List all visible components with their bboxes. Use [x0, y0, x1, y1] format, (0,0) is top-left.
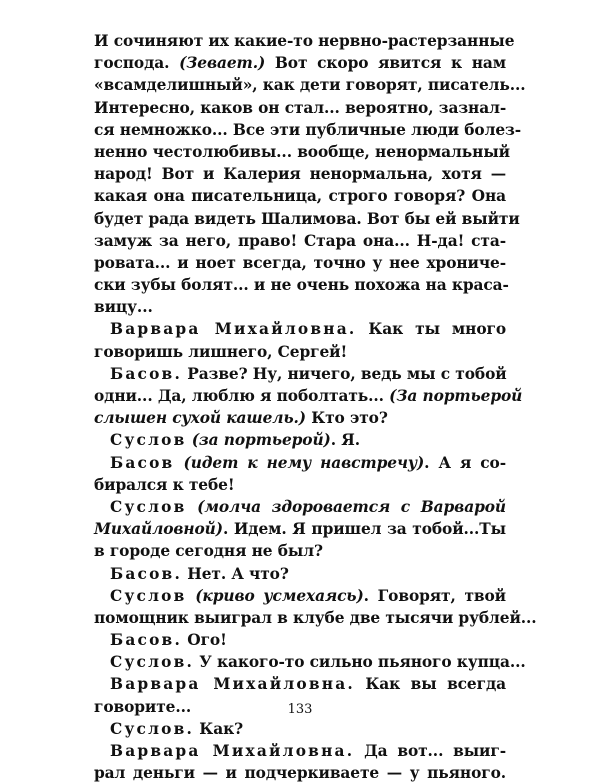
text-line — [94, 740, 506, 762]
speaker-name: Варвара Михайловна. — [110, 742, 355, 760]
text-segment: Разве? Ну, ничего, ведь мы с тобой — [182, 364, 507, 383]
text-segment: «всамделишный», как дети говорят, писатель... — [94, 76, 526, 95]
text-segment: в городе сегодня не был? — [94, 542, 323, 561]
speaker-name: Варвара Михайловна. — [110, 320, 357, 339]
text-segment: говорите... — [94, 697, 192, 716]
text-line — [94, 97, 506, 119]
text-line — [94, 585, 506, 607]
text-segment: ненно честолюбивы... вообще, ненормальный — [94, 142, 510, 161]
text-line — [94, 385, 523, 407]
text-segment: народ! Вот и Калерия ненормальна, хотя — — [94, 165, 506, 184]
text-segment: . Говорят, твой — [363, 586, 506, 605]
text-line — [94, 496, 506, 518]
play-text-block — [94, 30, 537, 784]
text-segment: какая она писательница, строго говоря? Она — [94, 187, 506, 206]
stage-direction: (идет к нему навстречу) — [183, 453, 425, 472]
text-line — [94, 30, 515, 52]
text-line — [94, 296, 506, 318]
text-segment: будет рада видеть Шалимова. Вот бы ей выйти — [94, 209, 520, 228]
stage-direction: слышен сухой кашель.) — [94, 409, 306, 428]
text-line — [94, 185, 506, 207]
text-segment: рал деньги — и подчеркиваете — у пьяного. — [94, 764, 506, 783]
text-segment: . Идем. Я пришел за тобой...Ты — [222, 520, 506, 539]
stage-direction: Михайловной) — [94, 520, 223, 539]
text-segment: Интересно, каков он стал... вероятно, зазнал- — [94, 98, 507, 117]
text-line — [94, 119, 522, 141]
text-segment: Как ты много — [356, 320, 506, 339]
text-segment — [174, 454, 183, 472]
stage-direction: (за портьерой) — [191, 431, 331, 450]
text-line — [94, 607, 537, 629]
text-segment: Кто это? — [305, 409, 388, 428]
text-line — [94, 452, 506, 474]
text-line — [94, 762, 506, 784]
text-segment: Ого! — [182, 631, 227, 650]
text-segment: Нет. А что? — [182, 564, 289, 583]
text-segment: Как вы всегда — [354, 675, 506, 694]
text-segment: бирался к тебе! — [94, 475, 235, 494]
text-line — [94, 563, 506, 585]
text-segment: говоришь лишнего, Сергей! — [94, 342, 348, 361]
speaker-name: Суслов — [110, 431, 187, 450]
text-segment: . А я со- — [424, 453, 506, 472]
text-line — [94, 429, 506, 451]
text-line — [94, 629, 506, 651]
text-line — [94, 407, 506, 429]
text-segment — [186, 498, 197, 516]
speaker-name: Суслов. — [110, 653, 195, 672]
text-line — [94, 341, 506, 363]
speaker-name: Басов. — [110, 364, 183, 383]
stage-direction: (криво усмехаясь) — [195, 586, 364, 605]
text-line — [94, 141, 510, 163]
stage-direction: (молча здоровается с Варварой — [197, 497, 506, 516]
text-segment — [186, 587, 195, 605]
text-line — [94, 163, 506, 185]
text-line — [94, 474, 506, 496]
page-number: 133 — [287, 702, 313, 717]
stage-direction: (Зевает.) — [179, 54, 266, 73]
text-line — [94, 208, 520, 230]
speaker-name: Басов — [110, 453, 175, 472]
speaker-name: Суслов — [110, 497, 187, 516]
text-segment: одни... Да, люблю я поболтать... — [94, 387, 390, 405]
text-segment: . Я. — [330, 431, 360, 450]
text-segment: У какого-то сильно пьяного купца... — [194, 653, 526, 672]
text-line — [94, 52, 506, 74]
speaker-name: Варвара Михайловна. — [110, 675, 355, 694]
text-line — [94, 518, 506, 540]
text-line — [94, 673, 506, 695]
text-segment: ровата... и ноет всегда, точно у нее хрониче- — [94, 253, 506, 272]
text-segment: замуж за него, право! Стара она... Н-да! ста- — [94, 231, 506, 250]
text-line — [94, 74, 526, 96]
text-segment: ски зубы болят... и не очень похожа на краса- — [94, 276, 509, 295]
text-segment: вицу... — [94, 298, 153, 317]
text-line — [94, 318, 506, 340]
text-line — [94, 363, 506, 385]
text-segment: ся немножко... Все эти публичные люди болез- — [94, 120, 522, 139]
text-segment: Да вот... выиг- — [354, 742, 506, 760]
text-line — [94, 274, 509, 296]
text-line — [94, 252, 506, 274]
text-segment: И сочиняют их какие-то нервно-растерзанные — [94, 32, 515, 50]
text-line — [94, 651, 526, 673]
text-segment: господа. — [94, 54, 180, 73]
text-segment: Вот скоро явится к нам — [265, 54, 506, 73]
text-line — [94, 540, 506, 562]
text-line — [94, 230, 506, 252]
speaker-name: Басов. — [110, 564, 183, 583]
speaker-name: Басов. — [110, 631, 183, 650]
text-line — [94, 718, 506, 740]
speaker-name: Суслов. — [110, 719, 195, 738]
text-segment: Как? — [194, 719, 244, 738]
text-segment: помощник выиграл в клубе две тысячи рублей... — [94, 608, 537, 627]
speaker-name: Суслов — [110, 586, 187, 605]
stage-direction: (За портьерой — [389, 387, 523, 405]
